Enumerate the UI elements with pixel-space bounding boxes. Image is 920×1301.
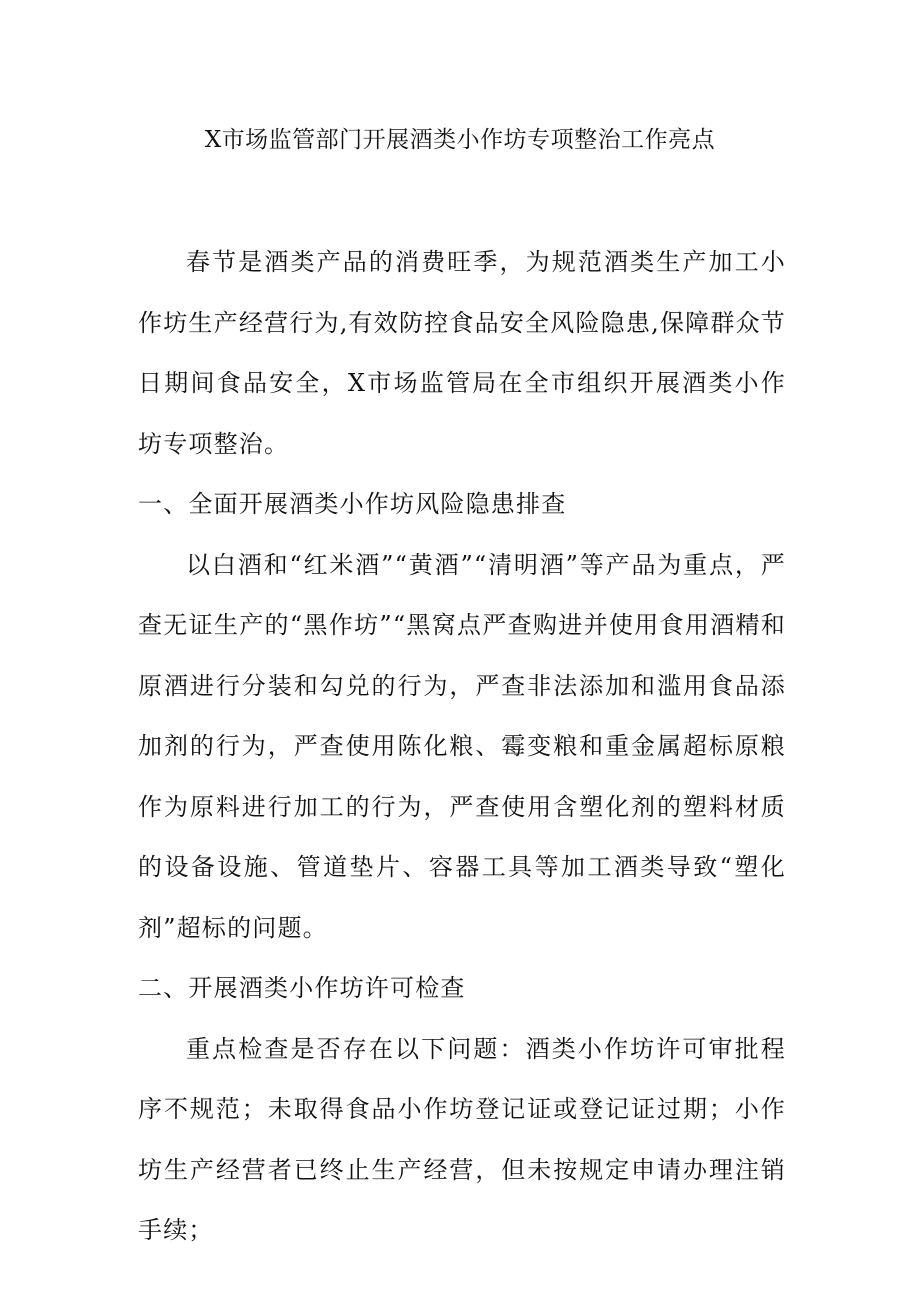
section-heading-1: 一、全面开展酒类小作坊风险隐患排查 — [138, 490, 567, 518]
section-body-2: 重点检查是否存在以下问题：酒类小作坊许可审批程序不规范；未取得食品小作坊登记证或登记证过期；小作坊生产经营者已终止生产经营，但未按规定申请办理注销手续； — [138, 1034, 786, 1244]
document-body — [138, 232, 786, 1261]
section-heading-2: 二、开展酒类小作坊许可检查 — [138, 974, 466, 1002]
intro-paragraph: 春节是酒类产品的消费旺季，为规范酒类生产加工小作坊生产经营行为,有效防控食品安全风险隐患,保障群众节日期间食品安全，X市场监管局在全市组织开展酒类小作坊专项整治。 — [138, 248, 786, 458]
document-title: X市场监管部门开展酒类小作坊专项整治工作亮点 — [204, 127, 716, 153]
section-body-1: 以白酒和“红米酒”“黄酒”“清明酒”等产品为重点，严查无证生产的“黑作坊”“黑窝点严查购进并使用食用酒精和原酒进行分装和勾兑的行为，严查非法添加和滥用食品添加剂的行为，严查使用陈化粮、霉变粮和重金属超标原粮作为原料进行加工的行为，严查使用含塑化剂的塑料材质的设备设施、管道垫片、容器工具等加工酒类导致“塑化剂”超标的问题。 — [138, 550, 786, 942]
